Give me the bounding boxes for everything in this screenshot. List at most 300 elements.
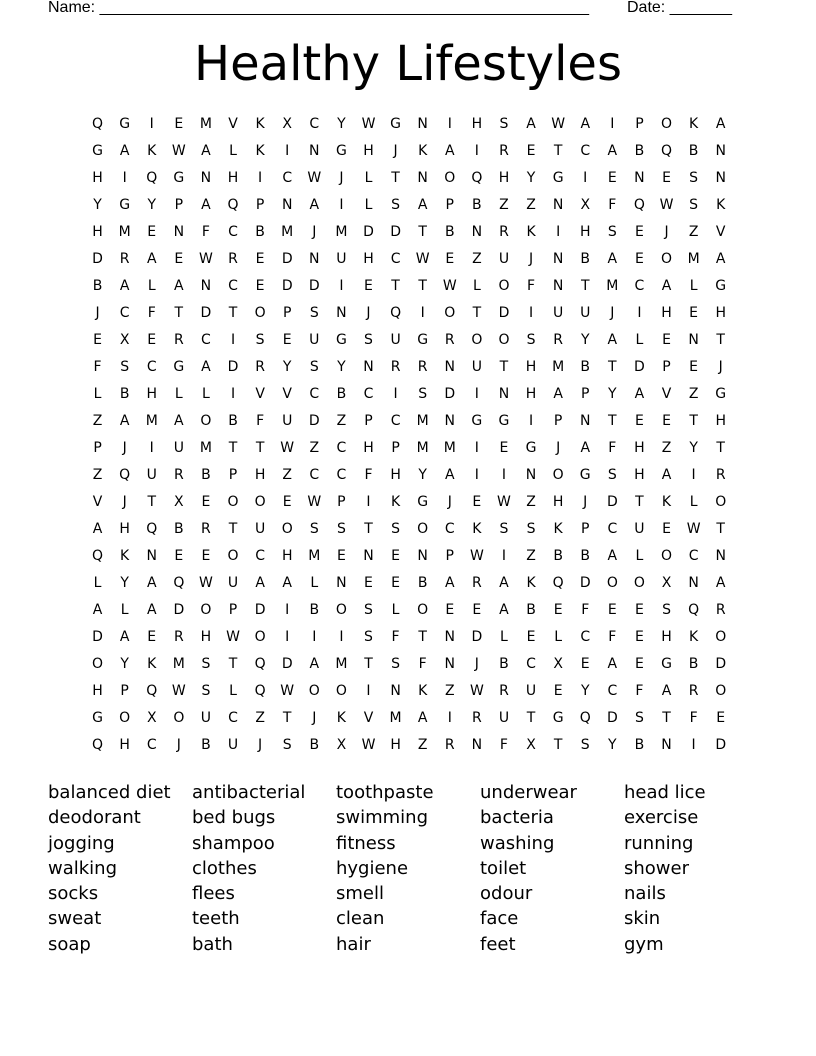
grid-letter[interactable]: E xyxy=(634,602,644,618)
grid-letter[interactable]: S xyxy=(364,332,373,348)
grid-letter[interactable]: J xyxy=(664,224,669,240)
grid-letter[interactable]: A xyxy=(715,251,726,267)
grid-letter[interactable]: R xyxy=(688,683,699,699)
grid-letter[interactable]: T xyxy=(228,305,238,321)
grid-letter[interactable]: S xyxy=(689,197,699,213)
grid-letter[interactable]: W xyxy=(280,440,295,456)
grid-letter[interactable]: Q xyxy=(119,467,131,483)
grid-letter[interactable]: S xyxy=(364,629,373,645)
grid-letter[interactable]: H xyxy=(390,467,401,483)
grid-letter[interactable]: U xyxy=(146,467,157,483)
grid-letter[interactable]: L xyxy=(229,143,237,159)
grid-letter[interactable]: T xyxy=(391,170,400,186)
grid-letter[interactable]: S xyxy=(364,602,373,618)
grid-letter[interactable]: A xyxy=(715,116,726,132)
grid-letter[interactable]: R xyxy=(471,710,482,726)
grid-letter[interactable]: E xyxy=(174,251,184,267)
grid-letter[interactable]: X xyxy=(174,494,184,510)
grid-letter[interactable]: A xyxy=(119,143,130,159)
grid-letter[interactable]: D xyxy=(634,359,645,375)
grid-letter[interactable]: Q xyxy=(92,548,104,564)
grid-letter[interactable]: W xyxy=(361,737,376,753)
grid-letter[interactable]: I xyxy=(474,467,479,483)
grid-letter[interactable]: I xyxy=(230,386,236,402)
grid-letter[interactable]: E xyxy=(634,224,644,240)
grid-letter[interactable]: C xyxy=(580,629,591,645)
grid-letter[interactable]: O xyxy=(308,683,320,699)
grid-letter[interactable]: V xyxy=(92,494,103,510)
grid-letter[interactable]: I xyxy=(285,143,290,159)
grid-letter[interactable]: E xyxy=(147,224,157,240)
grid-letter[interactable]: N xyxy=(390,683,401,699)
grid-letter[interactable]: H xyxy=(471,116,483,132)
grid-letter[interactable]: S xyxy=(309,305,319,321)
grid-letter[interactable]: N xyxy=(471,224,483,240)
grid-letter[interactable]: H xyxy=(281,548,293,564)
grid-letter[interactable]: A xyxy=(661,683,672,699)
grid-letter[interactable]: J xyxy=(393,143,398,159)
grid-letter[interactable]: F xyxy=(256,413,265,429)
grid-letter[interactable]: F xyxy=(391,629,400,645)
grid-letter[interactable]: L xyxy=(93,575,102,591)
grid-letter[interactable]: D xyxy=(227,359,239,375)
grid-letter[interactable]: L xyxy=(174,386,183,402)
grid-letter[interactable]: W xyxy=(307,494,322,510)
grid-letter[interactable]: E xyxy=(445,251,455,267)
grid-letter[interactable]: Q xyxy=(471,170,483,186)
grid-letter[interactable]: O xyxy=(254,494,266,510)
grid-letter[interactable]: R xyxy=(499,224,509,240)
grid-letter[interactable]: O xyxy=(200,602,212,618)
grid-letter[interactable]: I xyxy=(474,386,479,402)
grid-letter[interactable]: K xyxy=(390,494,401,510)
grid-letter[interactable]: O xyxy=(335,602,347,618)
grid-letter[interactable]: J xyxy=(95,305,100,321)
grid-letter[interactable]: Y xyxy=(337,359,346,375)
grid-letter[interactable]: C xyxy=(607,521,618,537)
grid-letter[interactable]: I xyxy=(691,467,696,483)
grid-letter[interactable]: W xyxy=(199,251,213,267)
grid-letter[interactable]: R xyxy=(228,251,238,267)
grid-letter[interactable]: O xyxy=(661,251,673,267)
grid-letter[interactable]: V xyxy=(715,224,726,240)
grid-letter[interactable]: C xyxy=(146,737,157,753)
grid-letter[interactable]: A xyxy=(580,440,591,456)
grid-letter[interactable]: B xyxy=(688,656,699,672)
grid-letter[interactable]: Z xyxy=(526,197,536,213)
grid-letter[interactable]: R xyxy=(499,683,509,699)
grid-letter[interactable]: Q xyxy=(146,683,158,699)
grid-letter[interactable]: R xyxy=(715,467,726,483)
grid-letter[interactable]: J xyxy=(556,440,561,456)
grid-letter[interactable]: R xyxy=(715,602,726,618)
grid-letter[interactable]: A xyxy=(92,602,103,618)
grid-letter[interactable]: Y xyxy=(282,359,292,375)
grid-letter[interactable]: I xyxy=(420,305,425,321)
grid-letter[interactable]: K xyxy=(336,710,346,726)
grid-letter[interactable]: D xyxy=(390,224,401,240)
grid-letter[interactable]: B xyxy=(634,143,645,159)
grid-letter[interactable]: C xyxy=(255,548,265,564)
grid-letter[interactable]: B xyxy=(201,467,211,483)
grid-letter[interactable]: Q xyxy=(173,575,185,591)
grid-letter[interactable]: Z xyxy=(309,440,320,456)
grid-letter[interactable]: C xyxy=(607,683,618,699)
grid-letter[interactable]: E xyxy=(499,440,509,456)
grid-letter[interactable]: N xyxy=(634,170,645,186)
grid-letter[interactable]: S xyxy=(499,521,509,537)
grid-letter[interactable]: F xyxy=(93,359,102,375)
grid-letter[interactable]: O xyxy=(444,305,456,321)
grid-letter[interactable]: B xyxy=(92,278,103,294)
grid-letter[interactable]: D xyxy=(715,656,727,672)
grid-letter[interactable]: J xyxy=(583,494,588,510)
grid-letter[interactable]: F xyxy=(689,710,698,726)
grid-letter[interactable]: P xyxy=(93,440,102,456)
grid-letter[interactable]: B xyxy=(309,602,320,618)
grid-letter[interactable]: L xyxy=(689,278,698,294)
grid-letter[interactable]: S xyxy=(309,359,319,375)
grid-letter[interactable]: I xyxy=(366,494,371,510)
grid-letter[interactable]: L xyxy=(364,170,373,186)
grid-letter[interactable]: D xyxy=(579,575,591,591)
grid-letter[interactable]: R xyxy=(173,332,184,348)
grid-letter[interactable]: D xyxy=(606,710,618,726)
grid-letter[interactable]: X xyxy=(119,332,130,348)
grid-letter[interactable]: T xyxy=(391,278,400,294)
grid-letter[interactable]: M xyxy=(172,656,185,672)
grid-letter[interactable]: B xyxy=(201,737,211,753)
grid-letter[interactable]: V xyxy=(282,386,292,402)
grid-letter[interactable]: U xyxy=(227,575,239,591)
grid-letter[interactable]: G xyxy=(119,197,131,213)
grid-letter[interactable]: J xyxy=(718,359,723,375)
grid-letter[interactable]: C xyxy=(336,467,347,483)
grid-letter[interactable]: C xyxy=(390,251,401,267)
grid-letter[interactable]: E xyxy=(201,548,211,564)
grid-letter[interactable]: W xyxy=(686,521,701,537)
grid-letter[interactable]: H xyxy=(715,305,726,321)
grid-letter[interactable]: D xyxy=(254,602,266,618)
grid-letter[interactable]: E xyxy=(282,494,292,510)
grid-letter[interactable]: H xyxy=(92,170,103,186)
grid-letter[interactable]: A xyxy=(607,143,618,159)
grid-letter[interactable]: I xyxy=(583,170,588,186)
grid-letter[interactable]: E xyxy=(662,521,671,537)
grid-letter[interactable]: G xyxy=(92,143,103,159)
grid-letter[interactable]: I xyxy=(339,629,344,645)
grid-letter[interactable]: C xyxy=(390,413,401,429)
grid-letter[interactable]: K xyxy=(716,197,726,213)
grid-letter[interactable]: E xyxy=(147,629,157,645)
grid-letter[interactable]: A xyxy=(201,197,211,213)
grid-letter[interactable]: T xyxy=(364,656,373,672)
grid-letter[interactable]: H xyxy=(579,224,591,240)
grid-letter[interactable]: S xyxy=(526,332,536,348)
grid-letter[interactable]: I xyxy=(258,170,263,186)
grid-letter[interactable]: Q xyxy=(92,737,104,753)
grid-letter[interactable]: I xyxy=(122,170,127,186)
grid-letter[interactable]: Y xyxy=(580,332,590,348)
grid-letter[interactable]: H xyxy=(254,467,266,483)
grid-letter[interactable]: K xyxy=(147,143,157,159)
grid-letter[interactable]: N xyxy=(471,737,483,753)
grid-letter[interactable]: X xyxy=(661,575,672,591)
grid-letter[interactable]: G xyxy=(417,494,429,510)
grid-letter[interactable]: A xyxy=(715,575,726,591)
grid-letter[interactable]: C xyxy=(363,386,374,402)
grid-letter[interactable]: A xyxy=(309,656,320,672)
grid-letter[interactable]: Y xyxy=(608,737,617,753)
grid-letter[interactable]: V xyxy=(255,386,265,402)
grid-letter[interactable]: D xyxy=(200,305,212,321)
grid-letter[interactable]: N xyxy=(281,197,293,213)
grid-letter[interactable]: G xyxy=(390,116,401,132)
grid-letter[interactable]: T xyxy=(716,332,725,348)
grid-letter[interactable]: O xyxy=(200,413,212,429)
grid-letter[interactable]: S xyxy=(391,197,401,213)
grid-letter[interactable]: H xyxy=(363,251,374,267)
grid-letter[interactable]: W xyxy=(226,629,240,645)
grid-letter[interactable]: E xyxy=(174,548,184,564)
grid-letter[interactable]: Y xyxy=(147,197,157,213)
grid-letter[interactable]: E xyxy=(634,629,644,645)
grid-letter[interactable]: E xyxy=(662,170,671,186)
grid-letter[interactable]: J xyxy=(366,305,371,321)
grid-letter[interactable]: B xyxy=(119,386,130,402)
grid-letter[interactable]: O xyxy=(227,548,239,564)
grid-letter[interactable]: G xyxy=(552,710,564,726)
grid-letter[interactable]: G xyxy=(335,143,347,159)
grid-letter[interactable]: G xyxy=(335,332,347,348)
grid-letter[interactable]: O xyxy=(335,683,347,699)
grid-letter[interactable]: R xyxy=(417,359,428,375)
grid-letter[interactable]: C xyxy=(309,116,320,132)
grid-letter[interactable]: P xyxy=(581,521,590,537)
grid-letter[interactable]: O xyxy=(92,656,104,672)
grid-letter[interactable]: U xyxy=(336,251,347,267)
grid-letter[interactable]: F xyxy=(608,440,617,456)
grid-letter[interactable]: P xyxy=(120,683,129,699)
grid-letter[interactable]: S xyxy=(418,386,428,402)
grid-letter[interactable]: H xyxy=(634,467,645,483)
grid-letter[interactable]: Q xyxy=(254,683,266,699)
grid-letter[interactable]: D xyxy=(92,251,103,267)
grid-letter[interactable]: T xyxy=(499,359,509,375)
grid-letter[interactable]: Q xyxy=(390,305,402,321)
grid-letter[interactable]: O xyxy=(417,521,429,537)
grid-letter[interactable]: G xyxy=(173,359,185,375)
grid-letter[interactable]: U xyxy=(390,332,401,348)
grid-letter[interactable]: J xyxy=(312,224,317,240)
grid-letter[interactable]: M xyxy=(199,116,212,132)
grid-letter[interactable]: N xyxy=(444,359,455,375)
grid-letter[interactable]: N xyxy=(363,359,374,375)
grid-letter[interactable]: A xyxy=(417,710,428,726)
grid-letter[interactable]: N xyxy=(715,143,726,159)
grid-letter[interactable]: K xyxy=(553,521,563,537)
grid-letter[interactable]: Y xyxy=(608,386,617,402)
grid-letter[interactable]: Q xyxy=(661,143,673,159)
grid-letter[interactable]: B xyxy=(688,143,699,159)
grid-letter[interactable]: U xyxy=(553,305,564,321)
grid-letter[interactable]: A xyxy=(119,629,130,645)
grid-letter[interactable]: C xyxy=(309,467,320,483)
grid-letter[interactable]: A xyxy=(146,251,157,267)
grid-letter[interactable]: A xyxy=(201,359,211,375)
grid-letter[interactable]: Q xyxy=(92,116,104,132)
grid-letter[interactable]: W xyxy=(280,683,295,699)
grid-letter[interactable]: N xyxy=(552,251,564,267)
grid-letter[interactable]: Q xyxy=(146,521,158,537)
grid-letter[interactable]: M xyxy=(416,440,429,456)
grid-letter[interactable]: I xyxy=(528,413,534,429)
grid-letter[interactable]: E xyxy=(364,278,373,294)
grid-letter[interactable]: R xyxy=(471,575,482,591)
grid-letter[interactable]: A xyxy=(444,467,455,483)
grid-letter[interactable]: W xyxy=(199,575,213,591)
grid-letter[interactable]: E xyxy=(472,494,482,510)
grid-letter[interactable]: A xyxy=(444,575,455,591)
grid-letter[interactable]: K xyxy=(526,224,536,240)
grid-letter[interactable]: A xyxy=(499,575,509,591)
grid-letter[interactable]: M xyxy=(552,359,565,375)
grid-letter[interactable]: W xyxy=(442,278,457,294)
grid-letter[interactable]: Z xyxy=(444,683,455,699)
grid-letter[interactable]: J xyxy=(122,440,127,456)
grid-letter[interactable]: K xyxy=(689,116,699,132)
grid-letter[interactable]: L xyxy=(93,386,102,402)
grid-letter[interactable]: D xyxy=(173,602,185,618)
grid-letter[interactable]: Q xyxy=(146,170,158,186)
grid-letter[interactable]: K xyxy=(689,629,699,645)
grid-letter[interactable]: Z xyxy=(472,251,482,267)
grid-letter[interactable]: J xyxy=(122,494,127,510)
grid-letter[interactable]: N xyxy=(363,548,374,564)
grid-letter[interactable]: U xyxy=(580,305,591,321)
grid-letter[interactable]: B xyxy=(580,359,591,375)
grid-letter[interactable]: O xyxy=(715,494,727,510)
grid-letter[interactable]: P xyxy=(364,413,373,429)
grid-letter[interactable]: N xyxy=(661,737,672,753)
grid-letter[interactable]: H xyxy=(634,440,645,456)
grid-letter[interactable]: W xyxy=(497,494,511,510)
grid-letter[interactable]: D xyxy=(363,224,374,240)
grid-letter[interactable]: J xyxy=(339,170,344,186)
grid-letter[interactable]: D xyxy=(281,278,293,294)
grid-letter[interactable]: J xyxy=(528,251,534,267)
grid-letter[interactable]: R xyxy=(201,521,211,537)
grid-letter[interactable]: L xyxy=(635,548,644,564)
grid-letter[interactable]: B xyxy=(309,737,320,753)
grid-letter[interactable]: U xyxy=(498,251,510,267)
grid-letter[interactable]: R xyxy=(444,737,455,753)
grid-letter[interactable]: B xyxy=(580,548,591,564)
grid-letter[interactable]: U xyxy=(254,521,266,537)
grid-letter[interactable]: N xyxy=(173,224,185,240)
grid-letter[interactable]: A xyxy=(146,575,157,591)
grid-letter[interactable]: T xyxy=(716,440,725,456)
grid-letter[interactable]: A xyxy=(119,278,130,294)
grid-letter[interactable]: Y xyxy=(580,683,590,699)
grid-letter[interactable]: B xyxy=(174,521,184,537)
grid-letter[interactable]: I xyxy=(610,116,615,132)
grid-letter[interactable]: B xyxy=(580,251,591,267)
grid-letter[interactable]: T xyxy=(662,710,671,726)
grid-letter[interactable]: F xyxy=(581,602,590,618)
grid-letter[interactable]: W xyxy=(361,116,376,132)
grid-letter[interactable]: C xyxy=(688,548,699,564)
grid-letter[interactable]: A xyxy=(417,197,428,213)
grid-letter[interactable]: N xyxy=(417,116,428,132)
grid-letter[interactable]: B xyxy=(336,386,347,402)
grid-letter[interactable]: L xyxy=(689,494,698,510)
grid-letter[interactable]: H xyxy=(92,224,103,240)
grid-letter[interactable]: E xyxy=(580,656,590,672)
grid-letter[interactable]: N xyxy=(715,548,726,564)
grid-letter[interactable]: G xyxy=(525,440,537,456)
grid-letter[interactable]: K xyxy=(147,656,157,672)
grid-letter[interactable]: U xyxy=(525,683,537,699)
grid-letter[interactable]: S xyxy=(282,737,292,753)
grid-letter[interactable]: Y xyxy=(418,467,427,483)
grid-letter[interactable]: G xyxy=(715,386,727,402)
grid-letter[interactable]: P xyxy=(635,116,644,132)
grid-letter[interactable]: X xyxy=(282,116,292,132)
grid-letter[interactable]: T xyxy=(553,737,563,753)
grid-letter[interactable]: T xyxy=(635,494,644,510)
grid-letter[interactable]: A xyxy=(499,602,509,618)
grid-letter[interactable]: E xyxy=(336,548,346,564)
grid-letter[interactable]: M xyxy=(687,251,700,267)
grid-letter[interactable]: P xyxy=(662,359,671,375)
grid-letter[interactable]: F xyxy=(499,737,508,753)
grid-letter[interactable]: L xyxy=(391,602,400,618)
grid-letter[interactable]: N xyxy=(715,170,726,186)
grid-letter[interactable]: E xyxy=(607,602,617,618)
grid-letter[interactable]: M xyxy=(389,710,402,726)
grid-letter[interactable]: N xyxy=(309,251,320,267)
grid-letter[interactable]: E xyxy=(391,575,400,591)
grid-letter[interactable]: W xyxy=(551,116,566,132)
grid-letter[interactable]: O xyxy=(444,170,456,186)
grid-letter[interactable]: L xyxy=(147,278,156,294)
grid-letter[interactable]: T xyxy=(147,494,157,510)
grid-letter[interactable]: L xyxy=(364,197,373,213)
grid-letter[interactable]: O xyxy=(281,521,293,537)
grid-letter[interactable]: Q xyxy=(579,710,591,726)
grid-letter[interactable]: L xyxy=(554,629,563,645)
grid-letter[interactable]: W xyxy=(659,197,674,213)
grid-letter[interactable]: S xyxy=(607,224,617,240)
grid-letter[interactable]: Y xyxy=(120,656,129,672)
grid-letter[interactable]: B xyxy=(553,548,563,564)
grid-letter[interactable]: L xyxy=(229,683,237,699)
grid-letter[interactable]: I xyxy=(366,683,371,699)
grid-letter[interactable]: M xyxy=(606,278,619,294)
grid-letter[interactable]: T xyxy=(608,359,617,375)
grid-letter[interactable]: K xyxy=(418,683,428,699)
grid-letter[interactable]: T xyxy=(580,278,590,294)
grid-letter[interactable]: V xyxy=(661,386,672,402)
grid-letter[interactable]: T xyxy=(174,305,184,321)
grid-letter[interactable]: L xyxy=(500,629,508,645)
grid-letter[interactable]: N xyxy=(552,197,564,213)
grid-letter[interactable]: T xyxy=(526,710,536,726)
grid-letter[interactable]: I xyxy=(285,602,290,618)
grid-letter[interactable]: O xyxy=(498,278,510,294)
grid-letter[interactable]: B xyxy=(499,656,509,672)
